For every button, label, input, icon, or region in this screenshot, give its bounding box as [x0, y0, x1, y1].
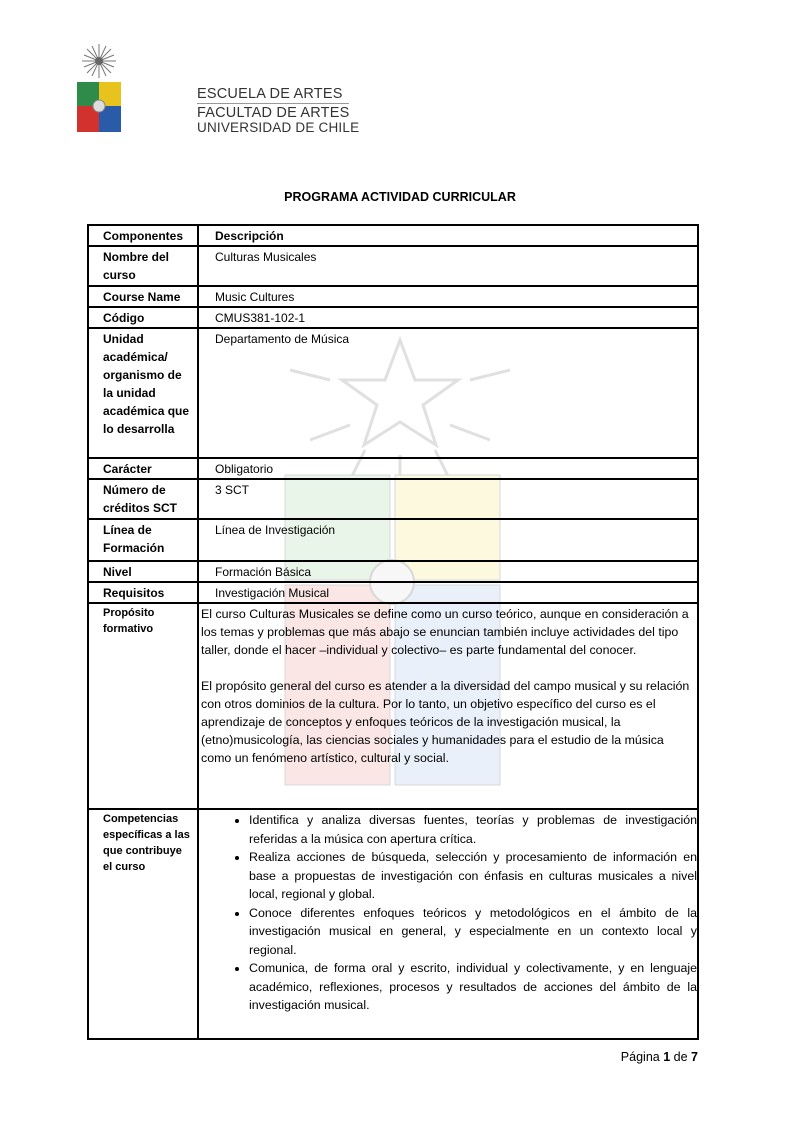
table-row	[88, 582, 698, 603]
row-value: 3 SCT	[198, 479, 698, 519]
purpose-paragraph: El propósito general del curso es atender a la diversidad del campo musical y su relación con otros dominios de la cultura. Por lo tanto, un objetivo específico del curso es el aprendizaje de conceptos y enfoques teóricos de la investigación musical, la (etno)musicología, las ciencias sociales y humanidades para el estudio de la música como un fenómeno artístico, cultural y social.	[201, 679, 690, 765]
row-value: Investigación Musical	[198, 582, 698, 603]
table-row	[88, 286, 698, 307]
row-label: Unidad académica/ organismo de la unidad académica que lo desarrolla	[88, 328, 198, 458]
logo-line-school: ESCUELA DE ARTES	[197, 86, 343, 102]
row-value: Formación Básica	[198, 561, 698, 582]
row-label: Número de créditos SCT	[88, 479, 198, 519]
table-row	[88, 519, 698, 561]
competency-item: • Conoce diferentes enfoques teóricos y metodológicos en el ámbito de la investigación musical en general, y especialmente en un contexto local y regional.	[249, 904, 697, 960]
document-title: PROGRAMA ACTIVIDAD CURRICULAR	[284, 190, 516, 204]
column-header-components: Componentes	[88, 225, 198, 246]
row-value: Departamento de Música	[198, 328, 698, 458]
row-label: Requisitos	[88, 582, 198, 603]
row-label: Course Name	[88, 286, 198, 307]
row-value: Línea de Investigación	[198, 519, 698, 561]
page-number: 1	[663, 1050, 671, 1064]
purpose-text	[198, 603, 698, 809]
page-total: 7	[691, 1050, 698, 1064]
row-label: Código	[88, 307, 198, 328]
row-value: Music Cultures	[198, 286, 698, 307]
table-header-row	[88, 225, 698, 246]
row-value: CMUS381-102-1	[198, 307, 698, 328]
competency-item: • Identifica y analiza diversas fuentes, teorías y problemas de investigación referidas a la música con apertura crítica.	[249, 811, 697, 848]
row-label: Nombre del curso	[88, 246, 198, 286]
competencies-list	[198, 809, 698, 1039]
page-label: Página	[620, 1050, 660, 1064]
row-value: Culturas Musicales	[198, 246, 698, 286]
logo-line-university: UNIVERSIDAD DE CHILE	[197, 120, 360, 135]
table-row-competencies	[88, 809, 698, 1039]
row-value: Obligatorio	[198, 458, 698, 479]
table-row	[88, 479, 698, 519]
row-label: Nivel	[88, 561, 198, 582]
university-crest-icon	[74, 42, 124, 134]
purpose-paragraph: El curso Culturas Musicales se define como un curso teórico, aunque en consideración a los temas y problemas que más abajo se enuncian también incluye actividades del tipo taller, donde el hacer –individual y colectivo– es parte fundamental del conocer.	[201, 607, 689, 657]
row-label: Competencias específicas a las que contribuye el curso	[88, 809, 198, 1039]
course-info-table	[87, 224, 699, 1040]
table-row	[88, 246, 698, 286]
page-footer	[621, 1050, 698, 1064]
page-separator: de	[673, 1050, 688, 1064]
competency-item: • Comunica, de forma oral y escrito, individual y colectivamente, y en lenguaje académico, reflexiones, procesos y resultados de acciones del ámbito de la investigación musical.	[249, 959, 697, 1015]
table-row	[88, 458, 698, 479]
column-header-description: Descripción	[198, 225, 698, 246]
row-label: Propósito formativo	[88, 603, 198, 809]
table-row	[88, 561, 698, 582]
row-label: Carácter	[88, 458, 198, 479]
university-logo	[74, 42, 360, 135]
table-row	[88, 328, 698, 458]
competency-item: • Realiza acciones de búsqueda, selección y procesamiento de información en base a propuestas de investigación con énfasis en culturas musicales a nivel local, regional y global.	[249, 848, 697, 904]
table-row	[88, 307, 698, 328]
row-label: Línea de Formación	[88, 519, 198, 561]
table-row-purpose	[88, 603, 698, 809]
logo-line-faculty: FACULTAD DE ARTES	[197, 105, 350, 121]
